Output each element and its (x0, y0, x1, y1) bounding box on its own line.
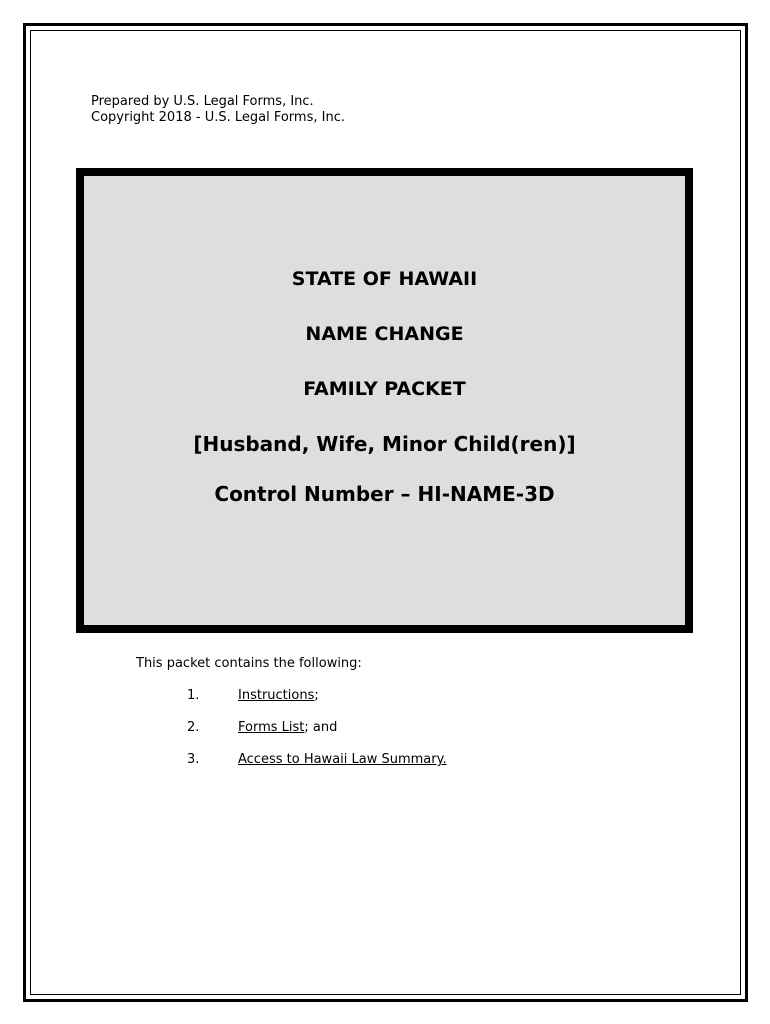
law-summary-link[interactable]: Access to Hawaii Law Summary. (238, 752, 447, 767)
contents-intro: This packet contains the following: (136, 656, 362, 671)
title-box (76, 168, 693, 633)
list-item-suffix: ; and (304, 720, 338, 735)
list-item-number: 1. (187, 688, 200, 703)
copyright-text: Copyright 2018 - U.S. Legal Forms, Inc. (91, 110, 345, 125)
state-title: STATE OF HAWAII (291, 268, 478, 290)
forms-list-link[interactable]: Forms List (238, 720, 305, 735)
list-item-suffix: ; (314, 688, 319, 703)
document-type-title: NAME CHANGE (305, 323, 464, 345)
instructions-link[interactable]: Instructions (238, 688, 315, 703)
list-item-number: 2. (187, 720, 200, 735)
preparer-block (91, 94, 345, 126)
parties-title: [Husband, Wife, Minor Child(ren)] (193, 432, 576, 456)
list-item-number: 3. (187, 752, 200, 767)
list-item (187, 752, 447, 767)
list-item (187, 688, 319, 703)
prepared-by-text: Prepared by U.S. Legal Forms, Inc. (91, 94, 314, 109)
packet-type-title: FAMILY PACKET (303, 378, 466, 400)
control-number: Control Number – HI-NAME-3D (214, 482, 555, 506)
list-item (187, 720, 337, 735)
